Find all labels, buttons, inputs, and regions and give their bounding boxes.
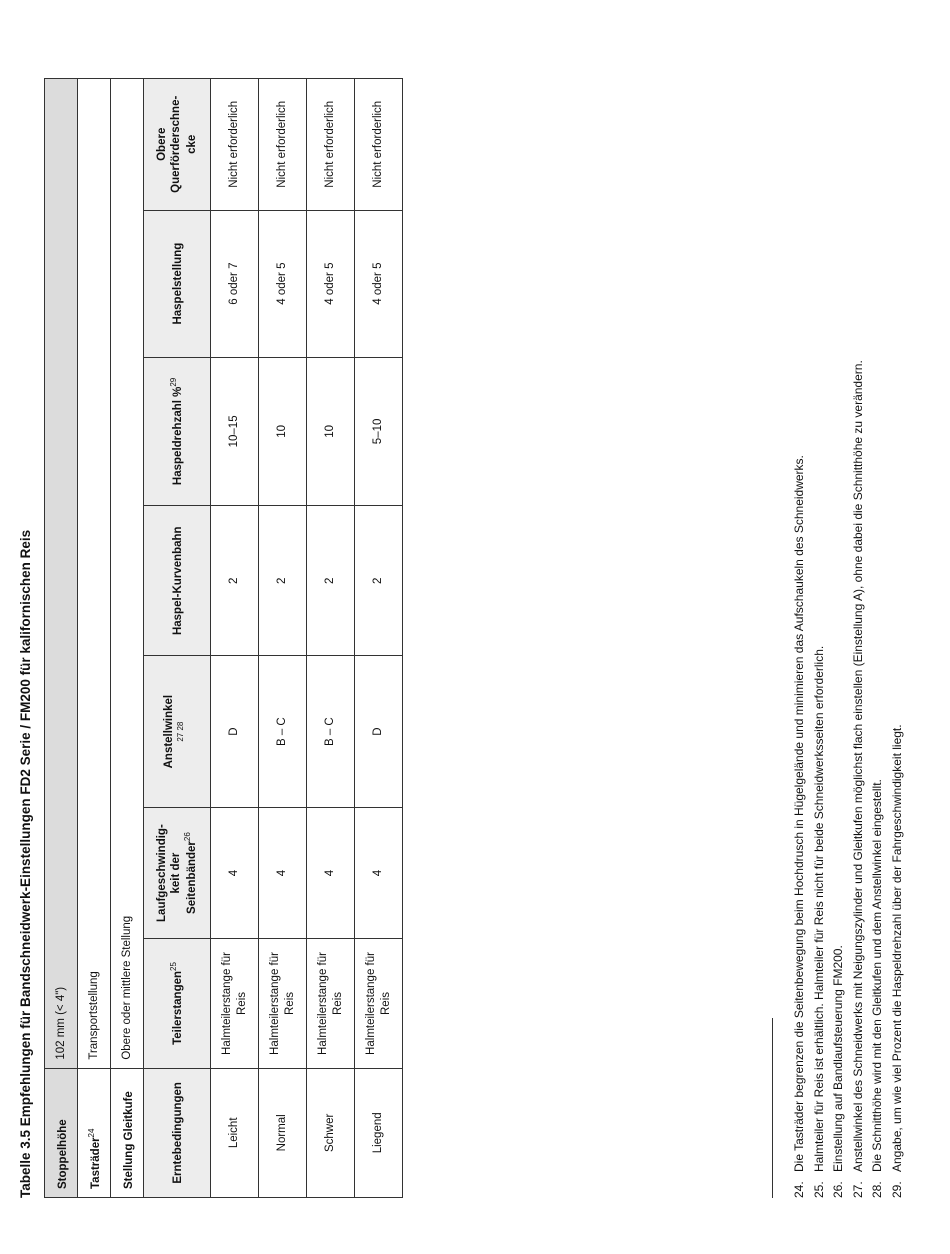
table-cell: 4 oder 5 [259, 210, 307, 357]
table-cell: Nicht erforderlich [355, 79, 403, 211]
footnote: 25.Halmteiler für Reis ist erhältlich. Halmteiler für Reis nicht für beide Schneidwerksseiten erforderlich. [811, 645, 826, 1198]
table-cell: 10–15 [211, 357, 259, 505]
row-label: Stoppelhöhe [45, 1068, 78, 1197]
table-cell: Halmteilerstange für Reis [355, 939, 403, 1068]
table-cell: 10 [307, 357, 355, 505]
row-tastraeder [78, 79, 111, 1198]
table-row [259, 79, 307, 1198]
footnote: 24.Die Tasträder begrenzen die Seitenbewegung beim Hochdrusch in Hügelgelände und minimieren das Aufschaukeln des Schneidwerks. [792, 455, 806, 1198]
row-value: Obere oder mittlere Stellung [111, 79, 144, 1069]
footnote: 28.Die Schnitthöhe wird mit den Gleitkufen und dem Anstellwinkel eingestellt. [870, 779, 884, 1198]
header-cell: Haspel-Kurvenbahn [144, 506, 211, 656]
table-cell: Nicht erforderlich [211, 79, 259, 211]
table-row [211, 79, 259, 1198]
footnote: 26.Einstellung auf Bandlaufsteuerung FM200. [831, 945, 845, 1198]
footnotes-list [790, 38, 907, 1198]
header-cell: Haspeldrehzahl %$^{29}$ [144, 357, 211, 505]
table-cell: 4 oder 5 [355, 210, 403, 357]
header-cell: Laufgeschwindig-keit der Seitenbänder$^{26}$ [144, 807, 211, 938]
table-caption: Tabelle 3.5 Empfehlungen für Bandschneidwerk-Einstellungen FD2 Serie / FM200 für kalifornischen Reis [18, 529, 33, 1198]
table-cell: 5–10 [355, 357, 403, 505]
settings-table [44, 78, 403, 1198]
header-row [144, 79, 211, 1198]
table-cell: 4 [355, 807, 403, 938]
footnote: 27.Anstellwinkel des Schneidwerks mit Neigungszylinder und Gleitkufen möglichst flach einstellen (Einstellung A), ohne dabei die Schnitthöhe zu verändern. [850, 360, 865, 1198]
row-stoppelhoehe [45, 79, 78, 1198]
table-cell: Leicht [211, 1068, 259, 1197]
table-cell: 10 [259, 357, 307, 505]
table-row [355, 79, 403, 1198]
table-cell: 4 [211, 807, 259, 938]
table-cell: 2 [355, 506, 403, 656]
table-cell: B – C [307, 656, 355, 807]
table-cell: Halmteilerstange für Reis [259, 939, 307, 1068]
table-cell: 4 [307, 807, 355, 938]
footnote: 29.Angabe, um wie viel Prozent die Haspeldrehzahl über der Fahrgeschwindigkeit liegt. [889, 724, 904, 1198]
table-cell: 4 oder 5 [307, 210, 355, 357]
table-cell: D [211, 656, 259, 807]
header-cell: Anstellwinkel $^{27 28}$ [144, 656, 211, 807]
table-cell: 4 [259, 807, 307, 938]
row-value: 102 mm (< 4") [45, 79, 78, 1069]
header-cell: Haspelstellung [144, 210, 211, 357]
header-cell: Obere Querförderschne-cke [144, 79, 211, 211]
header-cell: Teilerstangen$^{25}$ [144, 939, 211, 1068]
row-label: Tasträder$^{24}$ [78, 1068, 111, 1197]
table-cell: Nicht erforderlich [307, 79, 355, 211]
table-cell: D [355, 656, 403, 807]
table-cell: 6 oder 7 [211, 210, 259, 357]
row-label: Stellung Gleitkufe [111, 1068, 144, 1197]
table-cell: Liegend [355, 1068, 403, 1197]
row-value: Transportstellung [78, 79, 111, 1069]
row-stellung-gleitkufe [111, 79, 144, 1198]
footnote-divider [772, 1018, 773, 1198]
table-cell: B – C [259, 656, 307, 807]
table-cell: Halmteilerstange für Reis [211, 939, 259, 1068]
table-cell: 2 [307, 506, 355, 656]
table-row [307, 79, 355, 1198]
table-cell: Nicht erforderlich [259, 79, 307, 211]
table-cell: 2 [211, 506, 259, 656]
table-cell: Halmteilerstange für Reis [307, 939, 355, 1068]
table-cell: Normal [259, 1068, 307, 1197]
table-cell: 2 [259, 506, 307, 656]
table-cell: Schwer [307, 1068, 355, 1197]
header-cell: Erntebedingungen [144, 1068, 211, 1197]
